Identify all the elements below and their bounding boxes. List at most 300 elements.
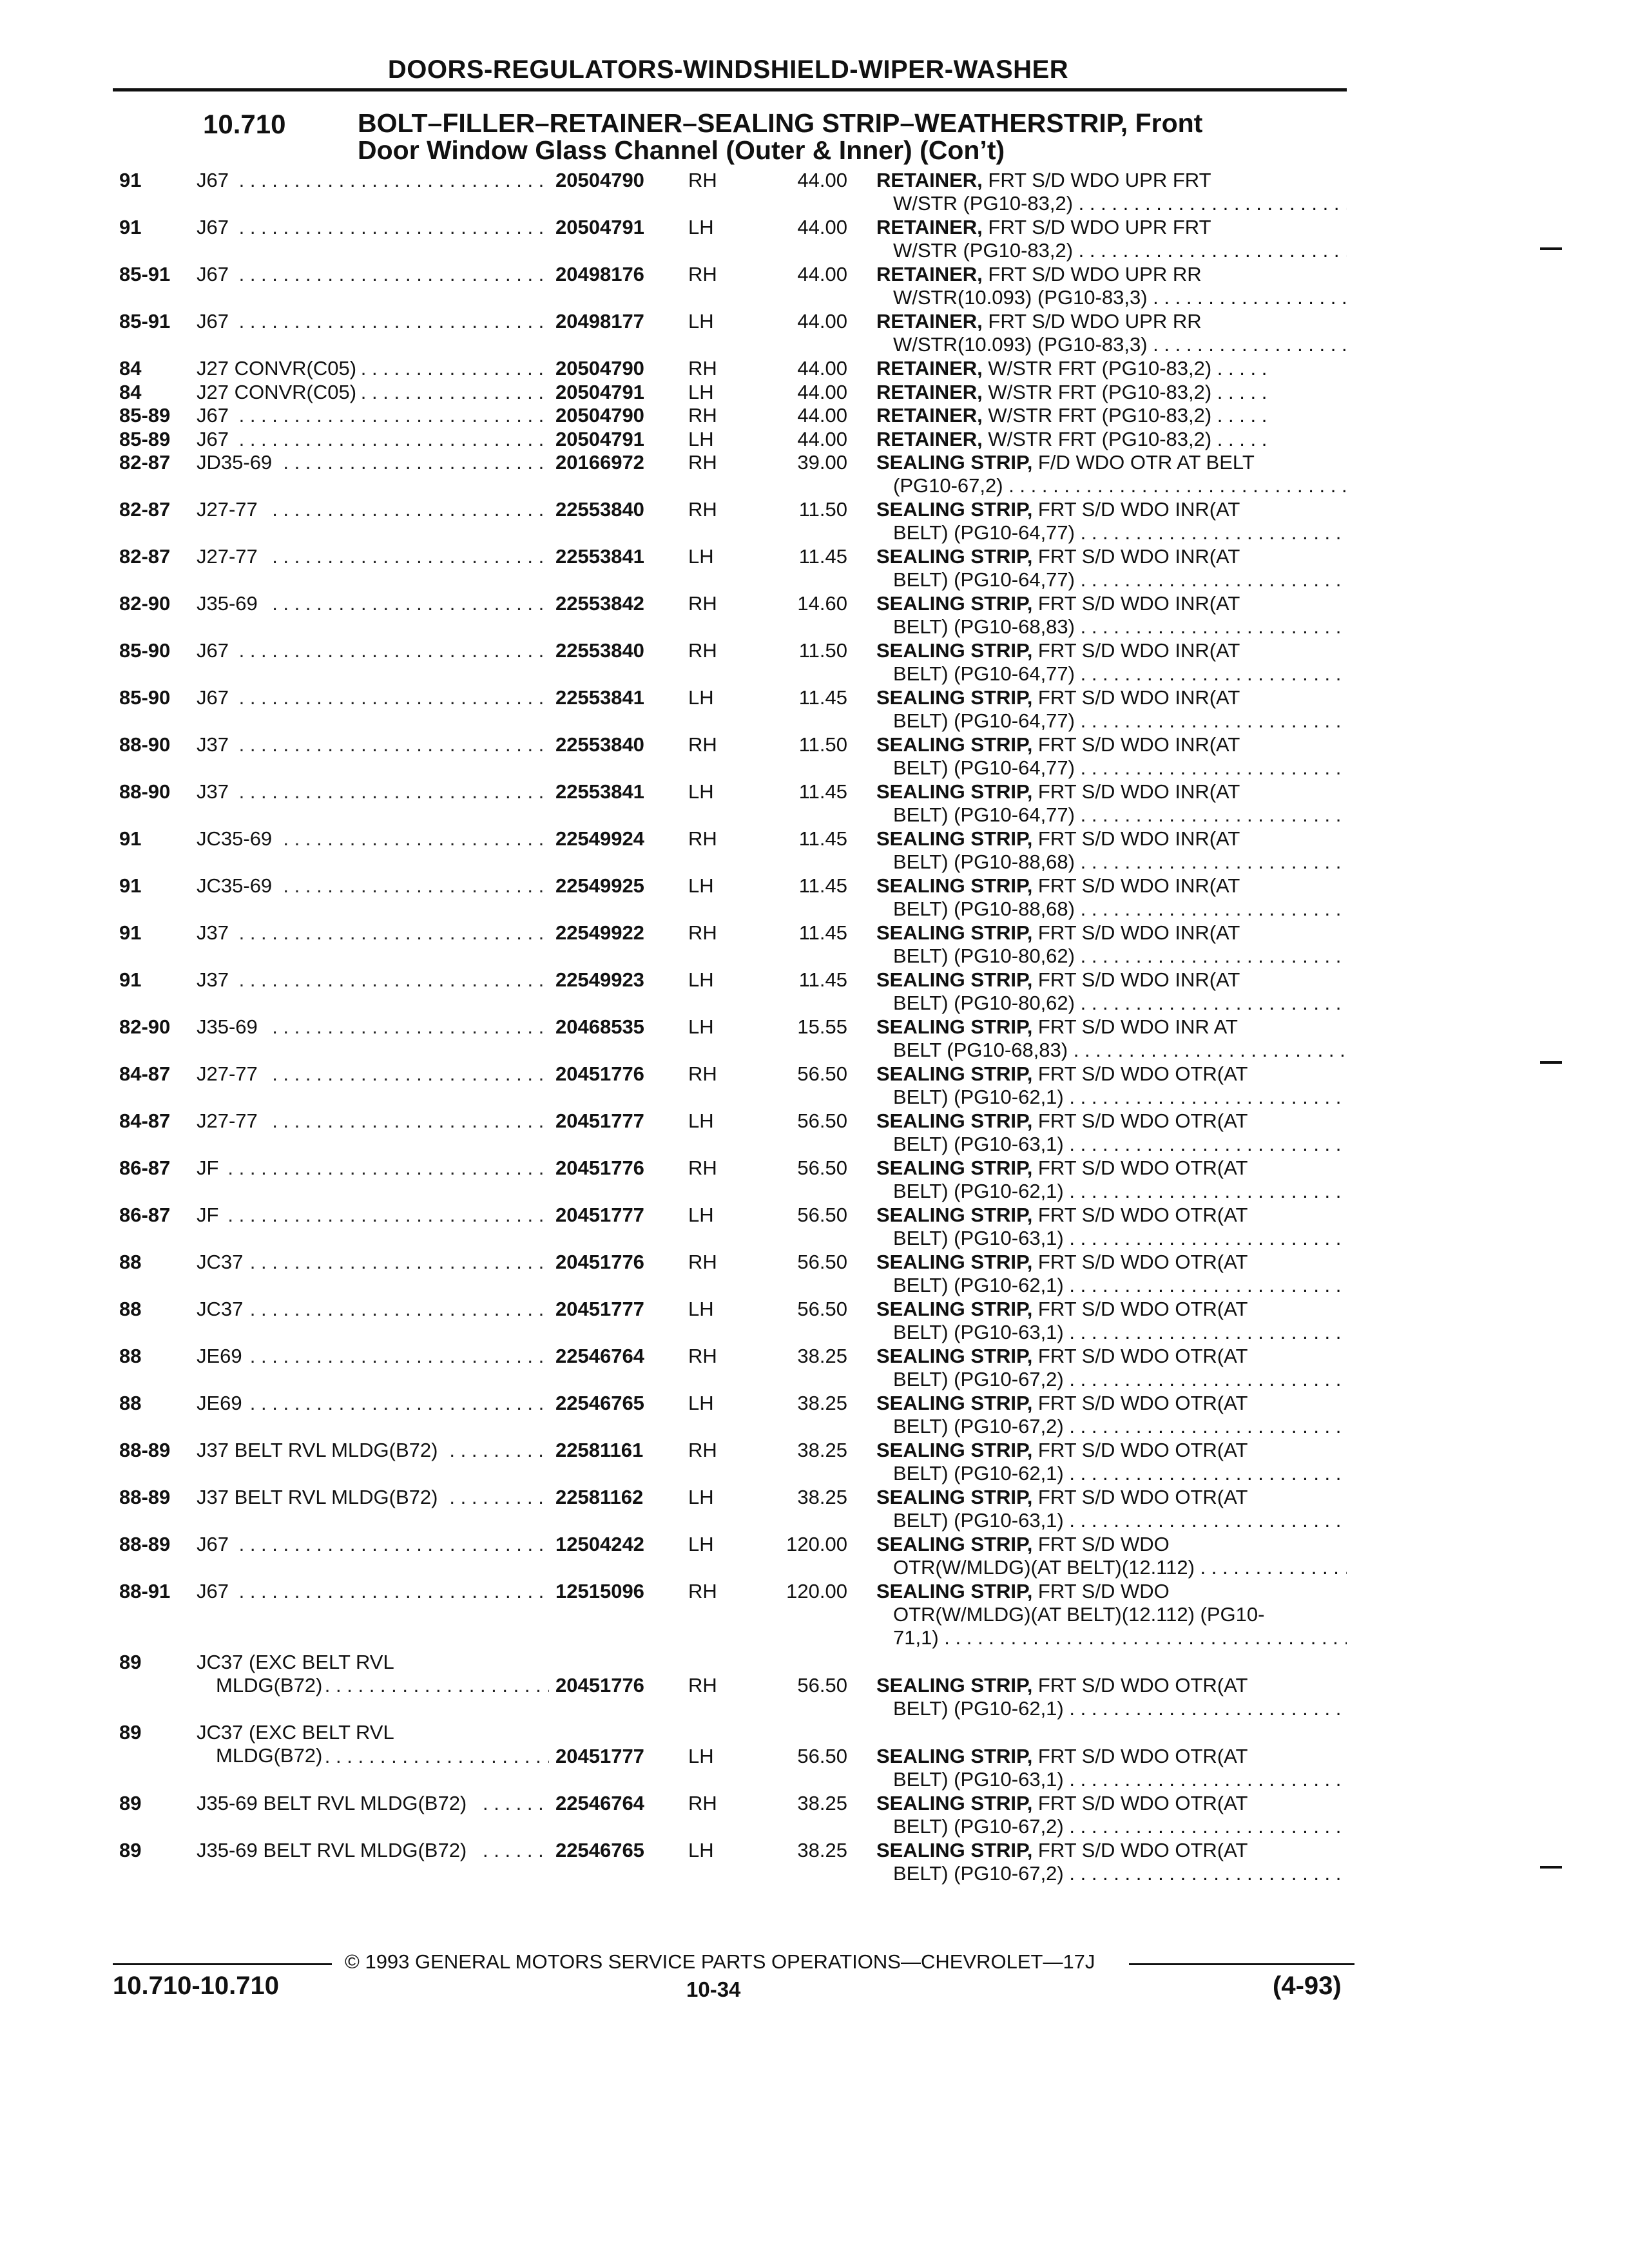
dot-leader bbox=[325, 1745, 549, 1768]
part-number: 20468535 bbox=[555, 1015, 644, 1038]
model-text: JC35-69 bbox=[197, 827, 273, 850]
model-years: 91 bbox=[119, 874, 142, 897]
part-description bbox=[876, 1533, 1347, 1579]
side-indicator: RH bbox=[688, 1062, 717, 1085]
footer-rule-left bbox=[113, 1963, 332, 1965]
model-years: 88-89 bbox=[119, 1486, 171, 1508]
parts-row bbox=[0, 310, 1629, 357]
parts-row bbox=[0, 1015, 1629, 1062]
unit-price: 11.45 bbox=[798, 686, 847, 709]
unit-price: 56.50 bbox=[797, 1744, 847, 1767]
parts-row bbox=[0, 780, 1629, 827]
dot-leader bbox=[239, 310, 549, 333]
unit-price: 56.50 bbox=[797, 1251, 847, 1273]
description-text: FRT S/D WDO OTR(AT bbox=[1032, 1157, 1248, 1179]
margin-mark bbox=[1540, 1866, 1562, 1869]
side-indicator: RH bbox=[688, 1251, 717, 1273]
side-indicator: LH bbox=[688, 310, 714, 332]
dot-leader bbox=[283, 827, 549, 850]
description-line bbox=[876, 1792, 1347, 1815]
part-number: 20451776 bbox=[555, 1157, 644, 1179]
side-indicator: RH bbox=[688, 1580, 717, 1602]
part-description bbox=[876, 216, 1347, 262]
dot-leader bbox=[272, 1015, 549, 1039]
description-continued: BELT (PG10-68,83) . . . bbox=[876, 1039, 1347, 1062]
description-line bbox=[876, 381, 1347, 404]
dot-leader bbox=[361, 381, 549, 404]
dot-leader bbox=[272, 592, 549, 615]
unit-price: 56.50 bbox=[797, 1204, 847, 1226]
model-text: JD35-69 bbox=[197, 451, 273, 474]
unit-price: 44.00 bbox=[797, 404, 847, 427]
description-text: FRT S/D WDO OTR(AT bbox=[1032, 1110, 1248, 1132]
footer-date: (4-93) bbox=[1273, 1972, 1342, 2000]
description-text: FRT S/D WDO INR(AT bbox=[1032, 592, 1240, 615]
unit-price: 38.25 bbox=[797, 1439, 847, 1461]
description-line bbox=[876, 1298, 1347, 1321]
model-years: 89 bbox=[119, 1721, 142, 1744]
margin-mark bbox=[1540, 1061, 1562, 1064]
margin-mark bbox=[1540, 247, 1562, 250]
model-text: J37 BELT RVL MLDG(B72) bbox=[197, 1486, 438, 1508]
part-description bbox=[876, 357, 1347, 380]
part-number: 20504790 bbox=[555, 404, 644, 427]
description-continued: BELT) (PG10-64,77) . . . bbox=[876, 568, 1347, 591]
model-years: 82-90 bbox=[119, 592, 171, 615]
model-years: 91 bbox=[119, 921, 142, 944]
description-line bbox=[876, 451, 1347, 474]
model-text: JC35-69 bbox=[197, 874, 273, 897]
description-line bbox=[876, 428, 1347, 451]
side-indicator: LH bbox=[688, 427, 714, 450]
unit-price: 44.00 bbox=[797, 169, 847, 191]
parts-row bbox=[0, 381, 1629, 405]
side-indicator: RH bbox=[688, 498, 717, 521]
footer-rule-right bbox=[1129, 1963, 1354, 1965]
model-text: J35-69 BELT RVL MLDG(B72) bbox=[197, 1838, 467, 1861]
parts-row bbox=[0, 592, 1629, 639]
part-description bbox=[876, 1745, 1347, 1791]
description-line bbox=[876, 1345, 1347, 1368]
parts-row bbox=[0, 1533, 1629, 1580]
part-noun: SEALING STRIP, bbox=[876, 1439, 1033, 1461]
description-text: FRT S/D WDO INR(AT bbox=[1032, 921, 1240, 944]
model-years: 88-90 bbox=[119, 780, 171, 803]
description-continued: BELT) (PG10-62,1) . . . bbox=[876, 1274, 1347, 1297]
description-text: W/STR FRT (PG10-83,2) . . . . . bbox=[982, 427, 1268, 450]
part-description bbox=[876, 1204, 1347, 1250]
model-text: J37 BELT RVL MLDG(B72) bbox=[197, 1439, 438, 1461]
description-text: FRT S/D WDO bbox=[1032, 1580, 1170, 1602]
model-years: 89 bbox=[119, 1838, 142, 1861]
model-years: 91 bbox=[119, 968, 142, 991]
part-number: 22553840 bbox=[555, 498, 644, 521]
model-years: 85-89 bbox=[119, 427, 171, 450]
model-text: J37 bbox=[197, 921, 229, 944]
unit-price: 56.50 bbox=[797, 1157, 847, 1179]
description-line bbox=[876, 921, 1347, 945]
description-continued: BELT) (PG10-64,77) . . . bbox=[876, 803, 1347, 827]
part-noun: SEALING STRIP, bbox=[876, 1791, 1033, 1814]
description-line bbox=[876, 1062, 1347, 1086]
side-indicator: LH bbox=[688, 1486, 714, 1508]
model-years: 84-87 bbox=[119, 1110, 171, 1132]
model-text-continued: MLDG(B72) bbox=[216, 1744, 323, 1767]
parts-row bbox=[0, 263, 1629, 310]
model-text: JE69 bbox=[197, 1392, 242, 1414]
unit-price: 38.25 bbox=[797, 1791, 847, 1814]
part-noun: SEALING STRIP, bbox=[876, 1345, 1033, 1367]
part-description bbox=[876, 263, 1347, 309]
part-noun: SEALING STRIP, bbox=[876, 1157, 1033, 1179]
description-text: FRT S/D WDO OTR(AT bbox=[1032, 1791, 1248, 1814]
description-continued: BELT) (PG10-63,1) . . . bbox=[876, 1133, 1347, 1156]
part-number: 20451776 bbox=[555, 1674, 644, 1696]
dot-leader bbox=[239, 1580, 549, 1603]
part-number: 22553840 bbox=[555, 639, 644, 662]
page-header: DOORS-REGULATORS-WINDSHIELD-WIPER-WASHER bbox=[387, 55, 1069, 84]
description-text: FRT S/D WDO INR(AT bbox=[1032, 780, 1240, 803]
part-number: 20451776 bbox=[555, 1251, 644, 1273]
part-noun: SEALING STRIP, bbox=[876, 1298, 1033, 1320]
description-line bbox=[876, 639, 1347, 662]
parts-row bbox=[0, 357, 1629, 381]
side-indicator: RH bbox=[688, 592, 717, 615]
model-years: 86-87 bbox=[119, 1204, 171, 1226]
side-indicator: RH bbox=[688, 263, 717, 285]
model-text: J67 bbox=[197, 263, 229, 285]
unit-price: 11.45 bbox=[798, 968, 847, 991]
description-continued: BELT) (PG10-62,1) . . . bbox=[876, 1697, 1347, 1720]
dot-leader bbox=[449, 1439, 549, 1462]
part-noun: SEALING STRIP, bbox=[876, 1744, 1033, 1767]
side-indicator: RH bbox=[688, 639, 717, 662]
parts-row bbox=[0, 827, 1629, 874]
description-text: W/STR FRT (PG10-83,2) . . . . . bbox=[982, 380, 1268, 403]
parts-row bbox=[0, 1157, 1629, 1204]
dot-leader bbox=[239, 639, 549, 662]
part-description bbox=[876, 545, 1347, 591]
model-text: JF bbox=[197, 1157, 219, 1179]
side-indicator: RH bbox=[688, 1674, 717, 1696]
part-number: 20166972 bbox=[555, 451, 644, 474]
model-text: JC37 (EXC BELT RVL bbox=[197, 1721, 394, 1744]
side-indicator: LH bbox=[688, 968, 714, 991]
description-continued: BELT) (PG10-64,77) . . . bbox=[876, 756, 1347, 780]
side-indicator: LH bbox=[688, 545, 714, 568]
parts-row bbox=[0, 1110, 1629, 1157]
part-number: 22549922 bbox=[555, 921, 644, 944]
parts-row bbox=[0, 1580, 1629, 1651]
description-line bbox=[876, 545, 1347, 568]
dot-leader bbox=[239, 428, 549, 451]
part-description bbox=[876, 404, 1347, 427]
unit-price: 11.50 bbox=[798, 733, 847, 756]
dot-leader bbox=[250, 1345, 549, 1368]
parts-row bbox=[0, 545, 1629, 592]
dot-leader bbox=[227, 1204, 549, 1227]
description-continued: BELT) (PG10-62,1) . . . bbox=[876, 1180, 1347, 1203]
description-line bbox=[876, 1533, 1347, 1556]
description-continued: (PG10-67,2) . . . bbox=[876, 474, 1347, 497]
part-number: 20451777 bbox=[555, 1110, 644, 1132]
description-line bbox=[876, 1486, 1347, 1509]
unit-price: 11.45 bbox=[798, 921, 847, 944]
dot-leader bbox=[283, 874, 549, 898]
section-title-line-1: BOLT–FILLER–RETAINER–SEALING STRIP–WEATHERSTRIP, Front bbox=[358, 108, 1203, 138]
model-years: 91 bbox=[119, 827, 142, 850]
side-indicator: LH bbox=[688, 1298, 714, 1320]
parts-row bbox=[0, 1439, 1629, 1486]
unit-price: 11.45 bbox=[798, 545, 847, 568]
part-number: 20451777 bbox=[555, 1744, 644, 1767]
description-continued: W/STR(10.093) (PG10-83,3) . . . bbox=[876, 286, 1347, 309]
model-years: 91 bbox=[119, 216, 142, 238]
parts-row bbox=[0, 1651, 1629, 1722]
parts-list bbox=[0, 169, 1629, 1886]
unit-price: 56.50 bbox=[797, 1110, 847, 1132]
description-continued: OTR(W/MLDG)(AT BELT)(12.112) . . . bbox=[876, 1556, 1347, 1579]
model-text: J27-77 bbox=[197, 1110, 258, 1132]
dot-leader bbox=[250, 1392, 549, 1415]
unit-price: 39.00 bbox=[797, 451, 847, 474]
dot-leader bbox=[250, 1251, 549, 1274]
unit-price: 38.25 bbox=[797, 1838, 847, 1861]
section-title-line-2: Door Window Glass Channel (Outer & Inner) (Con’t) bbox=[358, 135, 1005, 165]
parts-row bbox=[0, 1392, 1629, 1439]
dot-leader bbox=[272, 498, 549, 521]
dot-leader bbox=[239, 169, 549, 192]
description-text: W/STR FRT (PG10-83,2) . . . . . bbox=[982, 404, 1268, 427]
part-noun: RETAINER, bbox=[876, 357, 983, 380]
dot-leader bbox=[272, 1110, 549, 1133]
parts-row bbox=[0, 921, 1629, 968]
unit-price: 44.00 bbox=[797, 263, 847, 285]
parts-row bbox=[0, 169, 1629, 216]
description-continued: BELT) (PG10-88,68) . . . bbox=[876, 850, 1347, 874]
part-noun: RETAINER, bbox=[876, 263, 983, 285]
model-years: 89 bbox=[119, 1791, 142, 1814]
description-text: FRT S/D WDO OTR(AT bbox=[1032, 1838, 1248, 1861]
dot-leader bbox=[239, 263, 549, 286]
description-line bbox=[876, 1110, 1347, 1133]
part-noun: SEALING STRIP, bbox=[876, 1580, 1033, 1602]
part-description bbox=[876, 592, 1347, 639]
description-line bbox=[876, 1580, 1347, 1603]
description-continued: BELT) (PG10-62,1) . . . bbox=[876, 1462, 1347, 1485]
unit-price: 120.00 bbox=[786, 1580, 847, 1602]
part-number: 22553842 bbox=[555, 592, 644, 615]
description-text: FRT S/D WDO INR(AT bbox=[1032, 686, 1240, 709]
description-text: FRT S/D WDO OTR(AT bbox=[1032, 1744, 1248, 1767]
model-years: 89 bbox=[119, 1650, 142, 1673]
description-text: FRT S/D WDO INR(AT bbox=[1032, 968, 1240, 991]
part-number: 22549924 bbox=[555, 827, 644, 850]
unit-price: 44.00 bbox=[797, 310, 847, 332]
model-text: J35-69 BELT RVL MLDG(B72) bbox=[197, 1791, 467, 1814]
side-indicator: RH bbox=[688, 733, 717, 756]
dot-leader bbox=[239, 921, 549, 945]
part-noun: SEALING STRIP, bbox=[876, 733, 1033, 756]
part-description bbox=[876, 874, 1347, 921]
part-description bbox=[876, 639, 1347, 686]
side-indicator: RH bbox=[688, 169, 717, 191]
part-noun: SEALING STRIP, bbox=[876, 1204, 1033, 1226]
side-indicator: RH bbox=[688, 1345, 717, 1367]
parts-row bbox=[0, 968, 1629, 1015]
description-line bbox=[876, 1745, 1347, 1768]
description-continued: BELT) (PG10-67,2) . . . bbox=[876, 1368, 1347, 1391]
side-indicator: LH bbox=[688, 874, 714, 897]
model-text: JF bbox=[197, 1204, 219, 1226]
model-years: 88-90 bbox=[119, 733, 171, 756]
side-indicator: LH bbox=[688, 1838, 714, 1861]
footer-page-number: 10-34 bbox=[686, 1977, 741, 2001]
model-years: 82-90 bbox=[119, 1015, 171, 1038]
footer-copyright: © 1993 GENERAL MOTORS SERVICE PARTS OPERATIONS—CHEVROLET—17J bbox=[345, 1950, 1095, 1973]
description-text: W/STR FRT (PG10-83,2) . . . . . bbox=[982, 357, 1268, 380]
unit-price: 14.60 bbox=[797, 592, 847, 615]
description-text: FRT S/D WDO OTR(AT bbox=[1032, 1486, 1248, 1508]
part-description bbox=[876, 1839, 1347, 1885]
model-years: 85-91 bbox=[119, 263, 171, 285]
unit-price: 56.50 bbox=[797, 1298, 847, 1320]
dot-leader bbox=[239, 780, 549, 803]
description-line bbox=[876, 1015, 1347, 1039]
side-indicator: LH bbox=[688, 380, 714, 403]
model-years: 85-90 bbox=[119, 686, 171, 709]
model-years: 86-87 bbox=[119, 1157, 171, 1179]
part-description bbox=[876, 1439, 1347, 1485]
side-indicator: RH bbox=[688, 1439, 717, 1461]
model-years: 88 bbox=[119, 1345, 142, 1367]
unit-price: 44.00 bbox=[797, 427, 847, 450]
side-indicator: RH bbox=[688, 404, 717, 427]
dot-leader bbox=[272, 545, 549, 568]
description-text: FRT S/D WDO OTR(AT bbox=[1032, 1062, 1248, 1085]
model-text-continued: MLDG(B72) bbox=[216, 1673, 323, 1696]
unit-price: 120.00 bbox=[786, 1533, 847, 1555]
part-number: 22546765 bbox=[555, 1838, 644, 1861]
description-continued: BELT) (PG10-63,1) . . . bbox=[876, 1227, 1347, 1250]
description-text: FRT S/D WDO INR(AT bbox=[1032, 639, 1240, 662]
description-line bbox=[876, 1674, 1347, 1697]
part-number: 22553841 bbox=[555, 780, 644, 803]
part-number: 22581161 bbox=[555, 1439, 644, 1461]
description-text: FRT S/D WDO OTR(AT bbox=[1032, 1298, 1248, 1320]
description-continued: BELT) (PG10-68,83) . . . bbox=[876, 615, 1347, 639]
description-continued: BELT) (PG10-63,1) . . . bbox=[876, 1768, 1347, 1791]
model-text: J67 bbox=[197, 1533, 229, 1555]
description-line bbox=[876, 169, 1347, 192]
unit-price: 56.50 bbox=[797, 1674, 847, 1696]
description-text: FRT S/D WDO OTR(AT bbox=[1032, 1251, 1248, 1273]
description-line bbox=[876, 1439, 1347, 1462]
dot-leader bbox=[361, 357, 549, 380]
description-continued: 71,1) . . . bbox=[876, 1626, 1347, 1649]
description-line bbox=[876, 404, 1347, 427]
part-noun: RETAINER, bbox=[876, 404, 983, 427]
part-number: 22549923 bbox=[555, 968, 644, 991]
part-description bbox=[876, 733, 1347, 780]
parts-row bbox=[0, 1839, 1629, 1886]
part-noun: SEALING STRIP, bbox=[876, 1062, 1033, 1085]
parts-row bbox=[0, 1792, 1629, 1839]
parts-row bbox=[0, 428, 1629, 452]
description-text: FRT S/D WDO OTR(AT bbox=[1032, 1674, 1248, 1696]
parts-row bbox=[0, 1298, 1629, 1345]
model-text: JC37 bbox=[197, 1298, 244, 1320]
side-indicator: LH bbox=[688, 216, 714, 238]
part-number: 22553841 bbox=[555, 545, 644, 568]
dot-leader bbox=[449, 1486, 549, 1509]
unit-price: 56.50 bbox=[797, 1062, 847, 1085]
dot-leader bbox=[239, 733, 549, 756]
part-description bbox=[876, 1110, 1347, 1156]
model-years: 91 bbox=[119, 169, 142, 191]
description-text: FRT S/D WDO UPR FRT bbox=[982, 216, 1211, 238]
parts-row bbox=[0, 216, 1629, 263]
model-text: JE69 bbox=[197, 1345, 242, 1367]
model-years: 85-91 bbox=[119, 310, 171, 332]
description-continued: BELT) (PG10-63,1) . . . bbox=[876, 1509, 1347, 1532]
part-number: 22553840 bbox=[555, 733, 644, 756]
model-years: 88-89 bbox=[119, 1439, 171, 1461]
unit-price: 11.45 bbox=[798, 780, 847, 803]
dot-leader bbox=[239, 1533, 549, 1556]
parts-row bbox=[0, 404, 1629, 428]
model-text: J67 bbox=[197, 427, 229, 450]
parts-row bbox=[0, 451, 1629, 498]
description-line bbox=[876, 1204, 1347, 1227]
part-description bbox=[876, 780, 1347, 827]
description-line bbox=[876, 263, 1347, 286]
description-line bbox=[876, 216, 1347, 239]
model-years: 88-91 bbox=[119, 1580, 171, 1602]
dot-leader bbox=[250, 1298, 549, 1321]
part-number: 22553841 bbox=[555, 686, 644, 709]
part-number: 20504791 bbox=[555, 380, 644, 403]
description-continued: BELT) (PG10-67,2) . . . bbox=[876, 1815, 1347, 1838]
parts-row bbox=[0, 733, 1629, 780]
side-indicator: LH bbox=[688, 1015, 714, 1038]
part-number: 20504791 bbox=[555, 216, 644, 238]
side-indicator: RH bbox=[688, 921, 717, 944]
part-description bbox=[876, 1486, 1347, 1532]
part-number: 22549925 bbox=[555, 874, 644, 897]
description-continued: BELT) (PG10-64,77) . . . bbox=[876, 709, 1347, 733]
description-text: FRT S/D WDO INR(AT bbox=[1032, 874, 1240, 897]
part-noun: SEALING STRIP, bbox=[876, 686, 1033, 709]
unit-price: 15.55 bbox=[797, 1015, 847, 1038]
description-continued: OTR(W/MLDG)(AT BELT)(12.112) (PG10- bbox=[893, 1603, 1265, 1626]
part-noun: SEALING STRIP, bbox=[876, 874, 1033, 897]
model-years: 82-87 bbox=[119, 451, 171, 474]
part-description bbox=[876, 1392, 1347, 1438]
part-description bbox=[876, 1015, 1347, 1062]
dot-leader bbox=[239, 968, 549, 992]
model-text: J67 bbox=[197, 169, 229, 191]
description-continued: BELT) (PG10-64,77) . . . bbox=[876, 521, 1347, 544]
parts-row bbox=[0, 1486, 1629, 1533]
part-number: 20504790 bbox=[555, 357, 644, 380]
description-line bbox=[876, 686, 1347, 709]
unit-price: 44.00 bbox=[797, 216, 847, 238]
side-indicator: LH bbox=[688, 1204, 714, 1226]
unit-price: 44.00 bbox=[797, 357, 847, 380]
model-text: J67 bbox=[197, 1580, 229, 1602]
model-text: J67 bbox=[197, 310, 229, 332]
